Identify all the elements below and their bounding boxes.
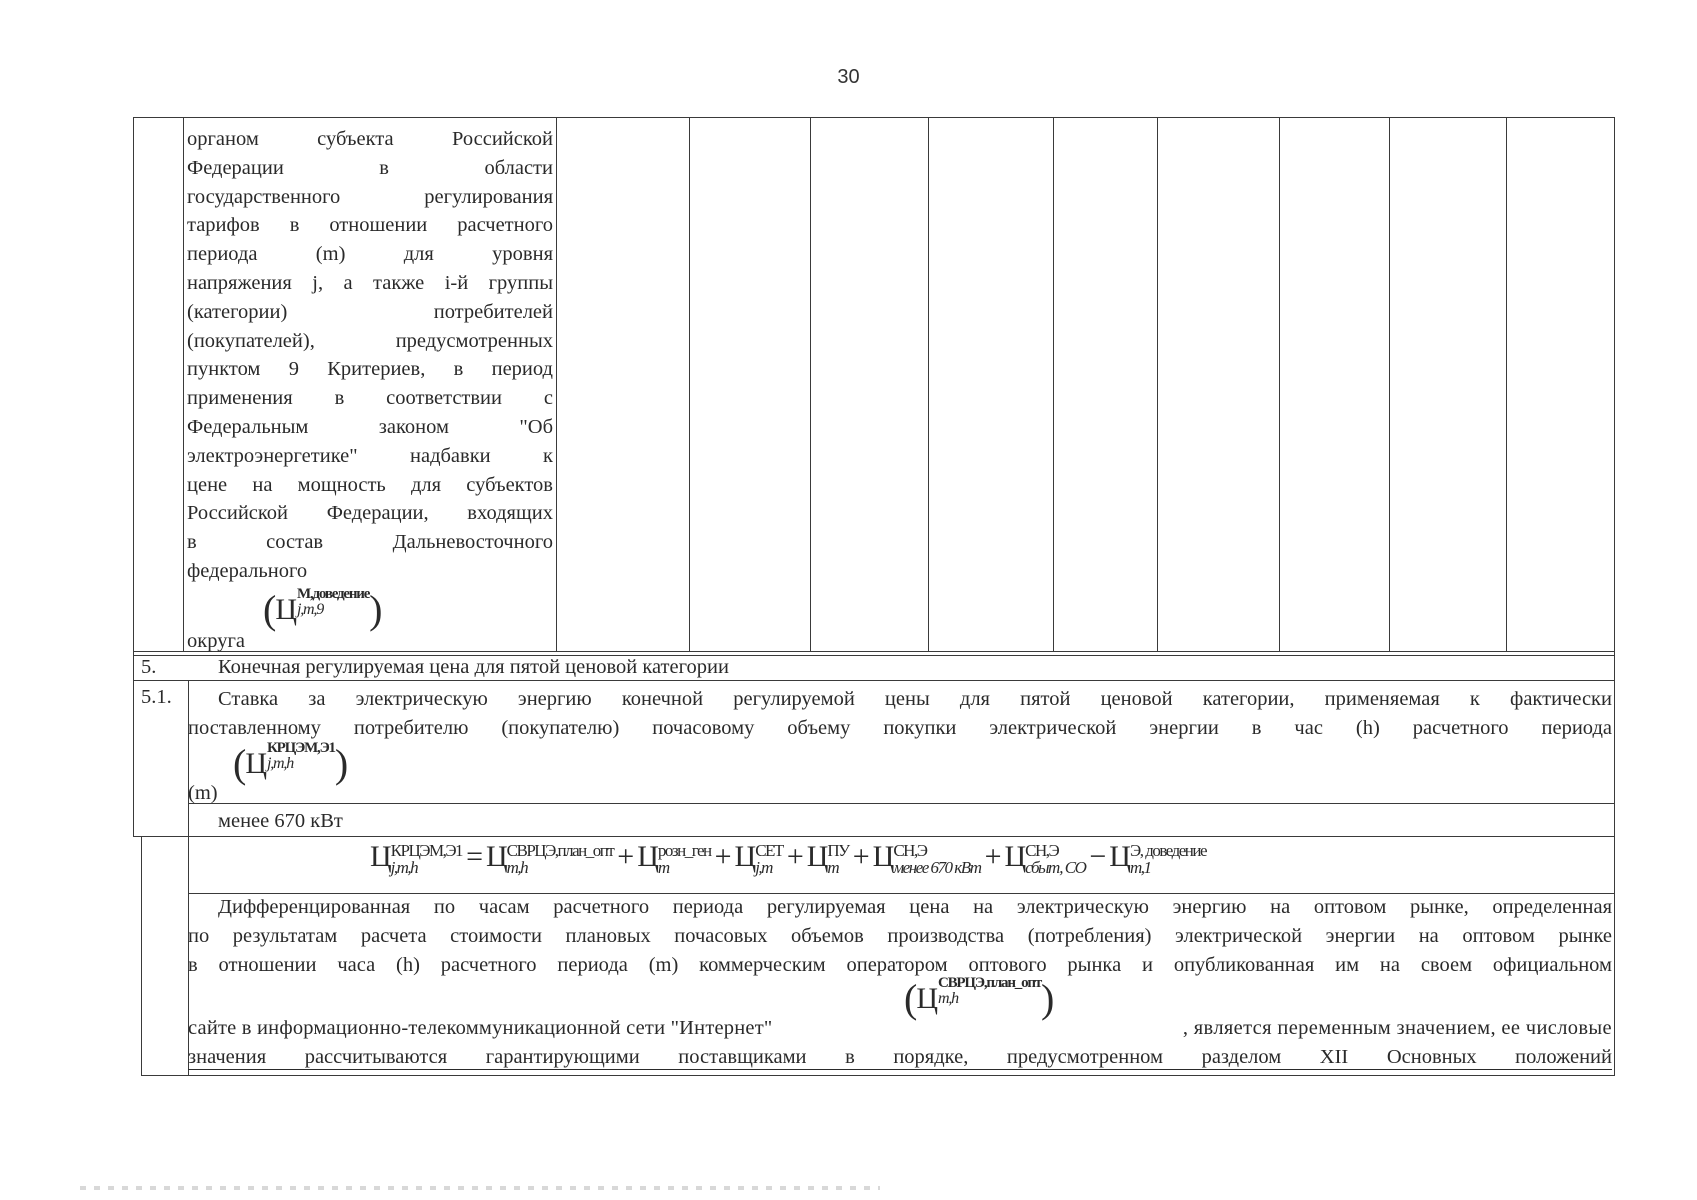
formula-operator: + — [714, 840, 731, 873]
formula-symbol: Ц — [872, 840, 894, 873]
paren-open: ( — [263, 587, 276, 632]
formula-superscript: розн_ген — [657, 841, 711, 860]
text-line: поставленному потребителю (покупателю) почасовому объему покупки электрической энергии в час (h) расчетного периода — [188, 716, 1612, 739]
col-divider-5 — [928, 117, 929, 651]
formula-term — [485, 840, 614, 877]
text-line: Федерации в области — [187, 156, 553, 179]
text-line: применения в соответствии с — [187, 387, 553, 410]
table-border-bottom — [141, 1075, 1615, 1076]
formula-term — [783, 840, 849, 877]
col-divider-10 — [1506, 117, 1507, 651]
symbol: Ц — [245, 747, 266, 780]
col-divider-8 — [1279, 117, 1280, 651]
formula-term — [1085, 840, 1207, 877]
formula-subscript: m — [657, 858, 669, 877]
formula-operator: + — [984, 840, 1001, 873]
col-divider-7 — [1157, 117, 1158, 651]
symbol-superscript: М,доведение — [297, 586, 370, 602]
formula-superscript: СВРЦЭ,план_опт — [506, 841, 614, 860]
text-line: Российской Федерации, входящих — [187, 502, 553, 525]
text-line: по результатам расчета стоимости плановых почасовых объемов производства (потребления) электрической энергии на оптовом рынке — [188, 924, 1612, 947]
continuation-last-word: округа — [187, 630, 245, 652]
text-line: периода (m) для уровня — [187, 243, 553, 266]
formula-subscript: m,h — [506, 858, 528, 877]
formula-subscript: менее 670 кВт — [893, 858, 981, 877]
symbol-subscript: j,m,9 — [297, 601, 324, 618]
table-border-top — [133, 117, 1615, 118]
text-line: пунктом 9 Критериев, в период — [187, 358, 553, 381]
description-line-4-end: , является переменным значением, ее числовые — [1182, 1017, 1612, 1039]
col-divider-6 — [1053, 117, 1054, 651]
formula-superscript: СН,Э — [1025, 841, 1059, 860]
formula-term — [613, 840, 711, 877]
formula-subscript: j,m,h — [390, 858, 418, 877]
scan-noise — [80, 1186, 880, 1190]
formula-superscript: СЕТ — [755, 841, 783, 860]
paren-close: ) — [369, 587, 382, 632]
row-5-1-text — [188, 685, 1612, 743]
formula-superscript: ПУ — [827, 841, 849, 860]
text-line: Ставка за электрическую энергию конечной регулируемой цены для пятой ценовой категории, применяемая к фактически — [218, 688, 1612, 710]
col-divider-1 — [183, 117, 184, 651]
formula-symbol: Ц — [370, 840, 391, 873]
description-line-5 — [188, 1043, 1612, 1072]
table-border-left-lower — [141, 836, 142, 1075]
col-divider-9 — [1389, 117, 1390, 651]
formula-symbol: Ц — [485, 840, 507, 873]
text-line: в состав Дальневосточного — [187, 531, 553, 554]
table-border-left — [133, 117, 134, 836]
paren-open: ( — [904, 976, 917, 1021]
description-text — [188, 893, 1612, 979]
formula-superscript: СН,Э — [893, 841, 927, 860]
page-number: 30 — [837, 66, 860, 88]
formula-subscript: сбыт, СО — [1025, 858, 1086, 877]
formula-operator: + — [786, 840, 803, 873]
col-divider-2 — [556, 117, 557, 651]
text-line: электроэнергетике" надбавки к — [187, 444, 553, 467]
continuation-text — [187, 125, 553, 586]
formula-term — [981, 840, 1086, 877]
symbol-subscript: m,h — [938, 990, 958, 1007]
row-5-1-tail: (m) — [188, 782, 218, 804]
formula-subscript: m,1 — [1129, 858, 1151, 877]
row-5-title: Конечная регулируемая цена для пятой ценовой категории — [218, 656, 729, 678]
text-line: государственного регулирования — [187, 185, 553, 208]
text-line: напряжения j, а также i-й группы — [187, 271, 553, 294]
formula-equals: = — [466, 840, 482, 873]
formula-symbol: Ц — [637, 840, 658, 873]
formula-subscript: m — [827, 858, 839, 877]
row-divider-formula — [133, 836, 1615, 837]
formula-symbol: Ц — [734, 840, 756, 873]
text-line: Федеральным законом "Об — [187, 415, 553, 438]
formula-symbol: Ц — [1004, 840, 1026, 873]
formula-superscript: КРЦЭМ,Э1 — [390, 841, 463, 860]
rate-symbol — [233, 740, 347, 787]
formula-operator: − — [1089, 840, 1106, 873]
formula-symbol: Ц — [1109, 840, 1130, 873]
formula-lhs — [370, 840, 463, 877]
wholesale-price-symbol — [904, 975, 1053, 1022]
text-line: Дифференцированная по часам расчетного периода регулируемая цена на электрическую энергию на оптовом рынке, определенная — [218, 896, 1612, 918]
description-line-4-start: сайте в информационно-телекоммуникационной сети "Интернет" — [188, 1017, 773, 1039]
text-line: тарифов в отношении расчетного — [187, 214, 553, 237]
formula-operator: + — [852, 840, 869, 873]
row-number-5-1: 5.1. — [141, 686, 172, 708]
col-divider-4 — [810, 117, 811, 651]
row-number-5: 5. — [141, 656, 157, 678]
text-line: цене на мощность для субъектов — [187, 473, 553, 496]
symbol-superscript: СВРЦЭ,план_опт — [938, 975, 1042, 991]
text-line: федерального — [187, 559, 308, 582]
formula-symbol: Ц — [806, 840, 828, 873]
formula-term — [849, 840, 981, 877]
paren-open: ( — [233, 741, 246, 786]
row-less-670-kw: менее 670 кВт — [218, 810, 343, 832]
row-divider-sub — [188, 803, 1615, 804]
formula-term — [711, 840, 783, 877]
formula-subscript: j,m — [755, 858, 772, 877]
text-line: значения рассчитываются гарантирующими поставщиками в порядке, предусмотренном разделом XII Основных положений — [188, 1046, 1612, 1068]
formula-superscript: Э, доведение — [1129, 841, 1207, 860]
paren-close: ) — [1041, 976, 1054, 1021]
symbol: Ц — [916, 982, 937, 1015]
text-line: (покупателей), предусмотренных — [187, 329, 553, 352]
symbol-superscript: КРЦЭМ,Э1 — [267, 740, 335, 756]
text-line: в отношении часа (h) расчетного периода (m) коммерческим оператором оптового рынка и опубликованная им на своем официальном — [188, 953, 1612, 976]
formula-operator: + — [617, 840, 634, 873]
text-line: органом субъекта Российской — [187, 128, 553, 150]
symbol-subscript: j,m,h — [267, 755, 294, 772]
price-formula — [370, 840, 1206, 876]
col-divider-3 — [689, 117, 690, 651]
symbol: Ц — [275, 593, 296, 626]
paren-close: ) — [334, 741, 348, 786]
table-border-right — [1614, 117, 1615, 1075]
text-line: (категории) потребителей — [187, 300, 553, 323]
surcharge-symbol — [263, 586, 382, 633]
